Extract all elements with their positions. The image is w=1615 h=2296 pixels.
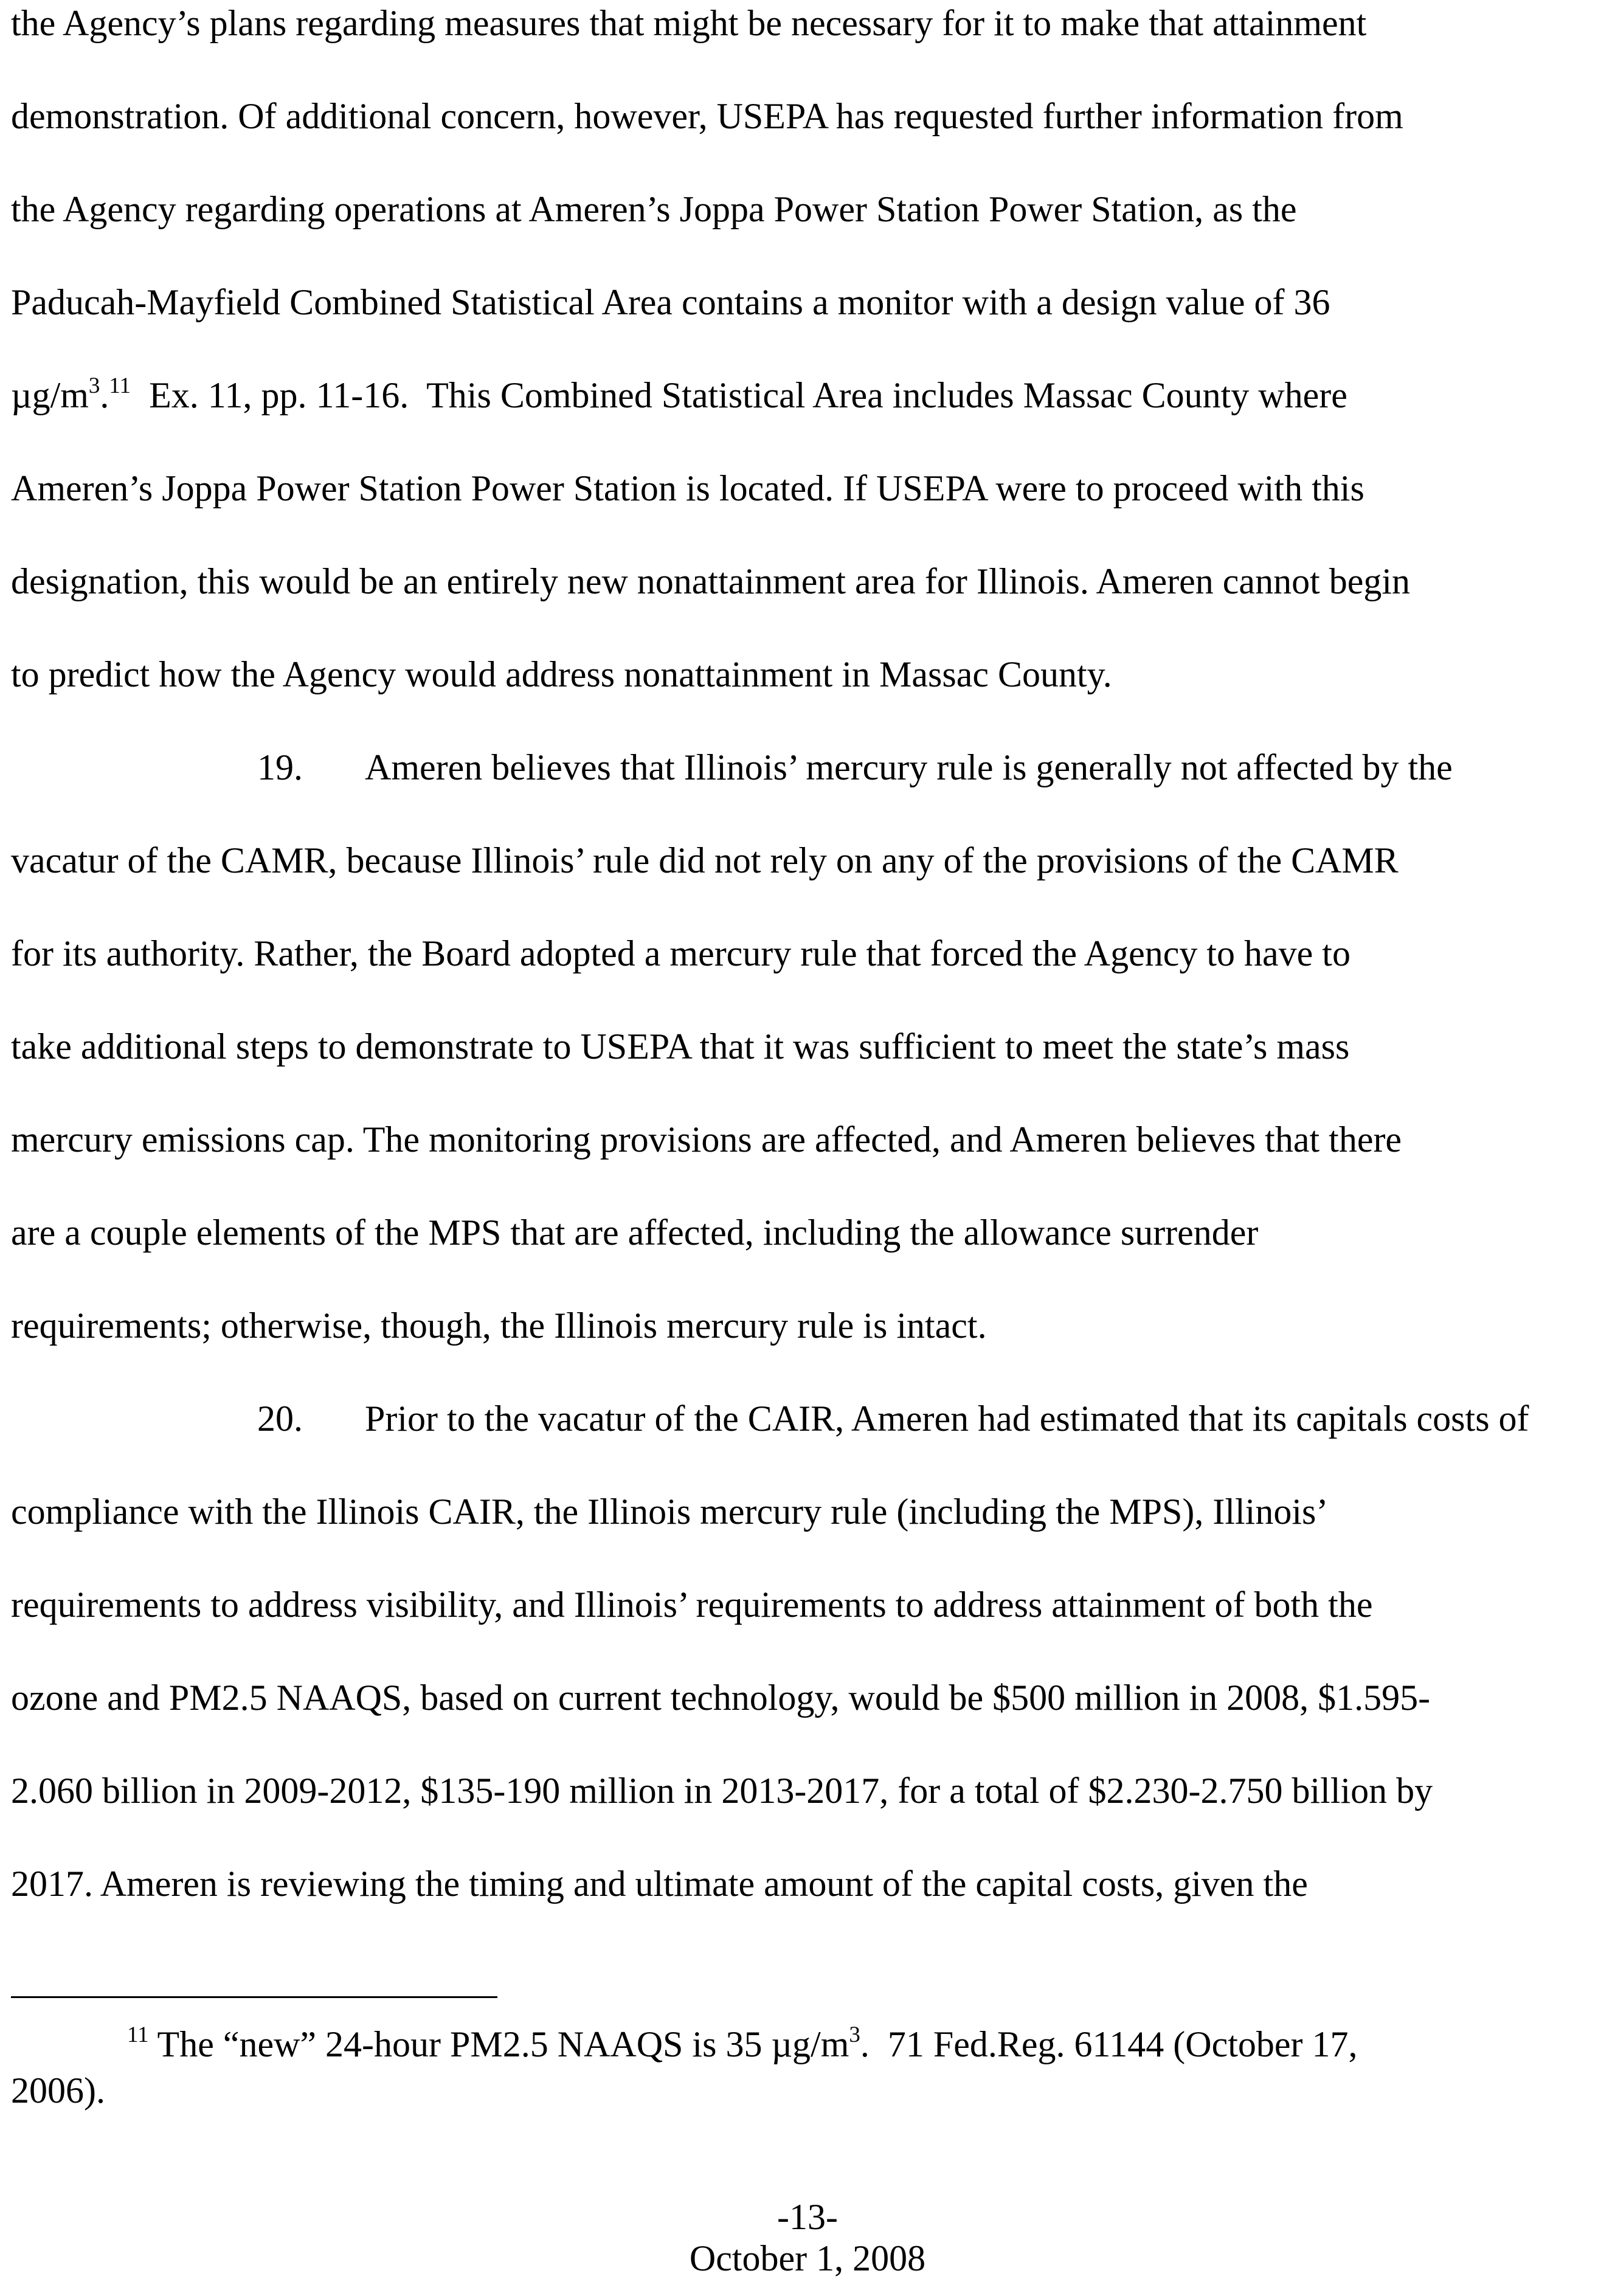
paragraph-text: Ameren believes that Illinois’ mercury rule is generally not affected by the: [365, 747, 1453, 787]
text-line: 2.060 billion in 2009-2012, $135-190 million in 2013-2017, for a total of $2.230-2.750 billion by: [11, 1771, 1433, 1811]
line-remainder: Ex. 11, pp. 11-16. This Combined Statistical Area includes Massac County where: [131, 375, 1347, 415]
footnote-number: 11: [127, 2022, 149, 2047]
page-footer: [0, 2196, 1615, 2279]
text-line: ozone and PM2.5 NAAQS, based on current technology, would be $500 million in 2008, $1.595-: [11, 1678, 1431, 1718]
text-line: compliance with the Illinois CAIR, the Illinois mercury rule (including the MPS), Illinois’: [11, 1492, 1329, 1532]
page-number: -13-: [777, 2197, 838, 2237]
text-line: are a couple elements of the MPS that are affected, including the allowance surrender: [11, 1212, 1259, 1253]
unit-period: .: [100, 375, 109, 415]
text-line: Paducah-Mayfield Combined Statistical Area contains a monitor with a design value of 36: [11, 282, 1330, 322]
footnote-text-after: . 71 Fed.Reg. 61144 (October 17,: [860, 2024, 1358, 2064]
paragraph-number: 20.: [257, 1399, 303, 1439]
unit-exponent: 3: [88, 373, 100, 398]
body-text: [11, 0, 1604, 1954]
text-line: requirements; otherwise, though, the Illinois mercury rule is intact.: [11, 1305, 987, 1346]
text-line: mercury emissions cap. The monitoring provisions are affected, and Ameren believes that there: [11, 1119, 1402, 1160]
footnote-continuation: 2006).: [11, 2070, 105, 2111]
text-line: designation, this would be an entirely new nonattainment area for Illinois. Ameren cannot begin: [11, 561, 1411, 601]
text-line: demonstration. Of additional concern, however, USEPA has requested further information from: [11, 96, 1403, 136]
text-line: take additional steps to demonstrate to USEPA that it was sufficient to meet the state’s mass: [11, 1026, 1350, 1067]
text-line: 2017. Ameren is reviewing the timing and ultimate amount of the capital costs, given the: [11, 1864, 1308, 1904]
text-line: to predict how the Agency would address nonattainment in Massac County.: [11, 654, 1112, 694]
unit-base: µg/m: [11, 375, 89, 415]
text-line: requirements to address visibility, and Illinois’ requirements to address attainment of both the: [11, 1585, 1373, 1625]
text-line: for its authority. Rather, the Board adopted a mercury rule that forced the Agency to have to: [11, 933, 1350, 973]
footnote-reference: 11: [109, 373, 131, 398]
footnote-first-line: [11, 2021, 1604, 2067]
footnote-separator: [11, 1996, 497, 1998]
footnote: [11, 2021, 1604, 2114]
text-line: Ameren’s Joppa Power Station Power Station is located. If USEPA were to proceed with this: [11, 468, 1364, 508]
paragraph-20-first-line: [11, 1395, 1604, 1489]
footnote-text: The “new” 24-hour PM2.5 NAAQS is 35 µg/m: [148, 2024, 849, 2064]
paragraph-19-first-line: [11, 744, 1604, 837]
paragraph-text: Prior to the vacatur of the CAIR, Ameren had estimated that its capitals costs of: [365, 1399, 1529, 1439]
document-date: October 1, 2008: [689, 2238, 926, 2278]
text-line: the Agency regarding operations at Ameren’s Joppa Power Station Power Station, as the: [11, 189, 1297, 229]
text-line: the Agency’s plans regarding measures that might be necessary for it to make that attainment: [11, 3, 1367, 43]
text-line: vacatur of the CAMR, because Illinois’ rule did not rely on any of the provisions of the CAMR: [11, 840, 1399, 880]
footnote-unit-exponent: 3: [849, 2022, 860, 2047]
text-line-with-footnote-ref: [11, 372, 1604, 465]
paragraph-number: 19.: [257, 747, 303, 787]
